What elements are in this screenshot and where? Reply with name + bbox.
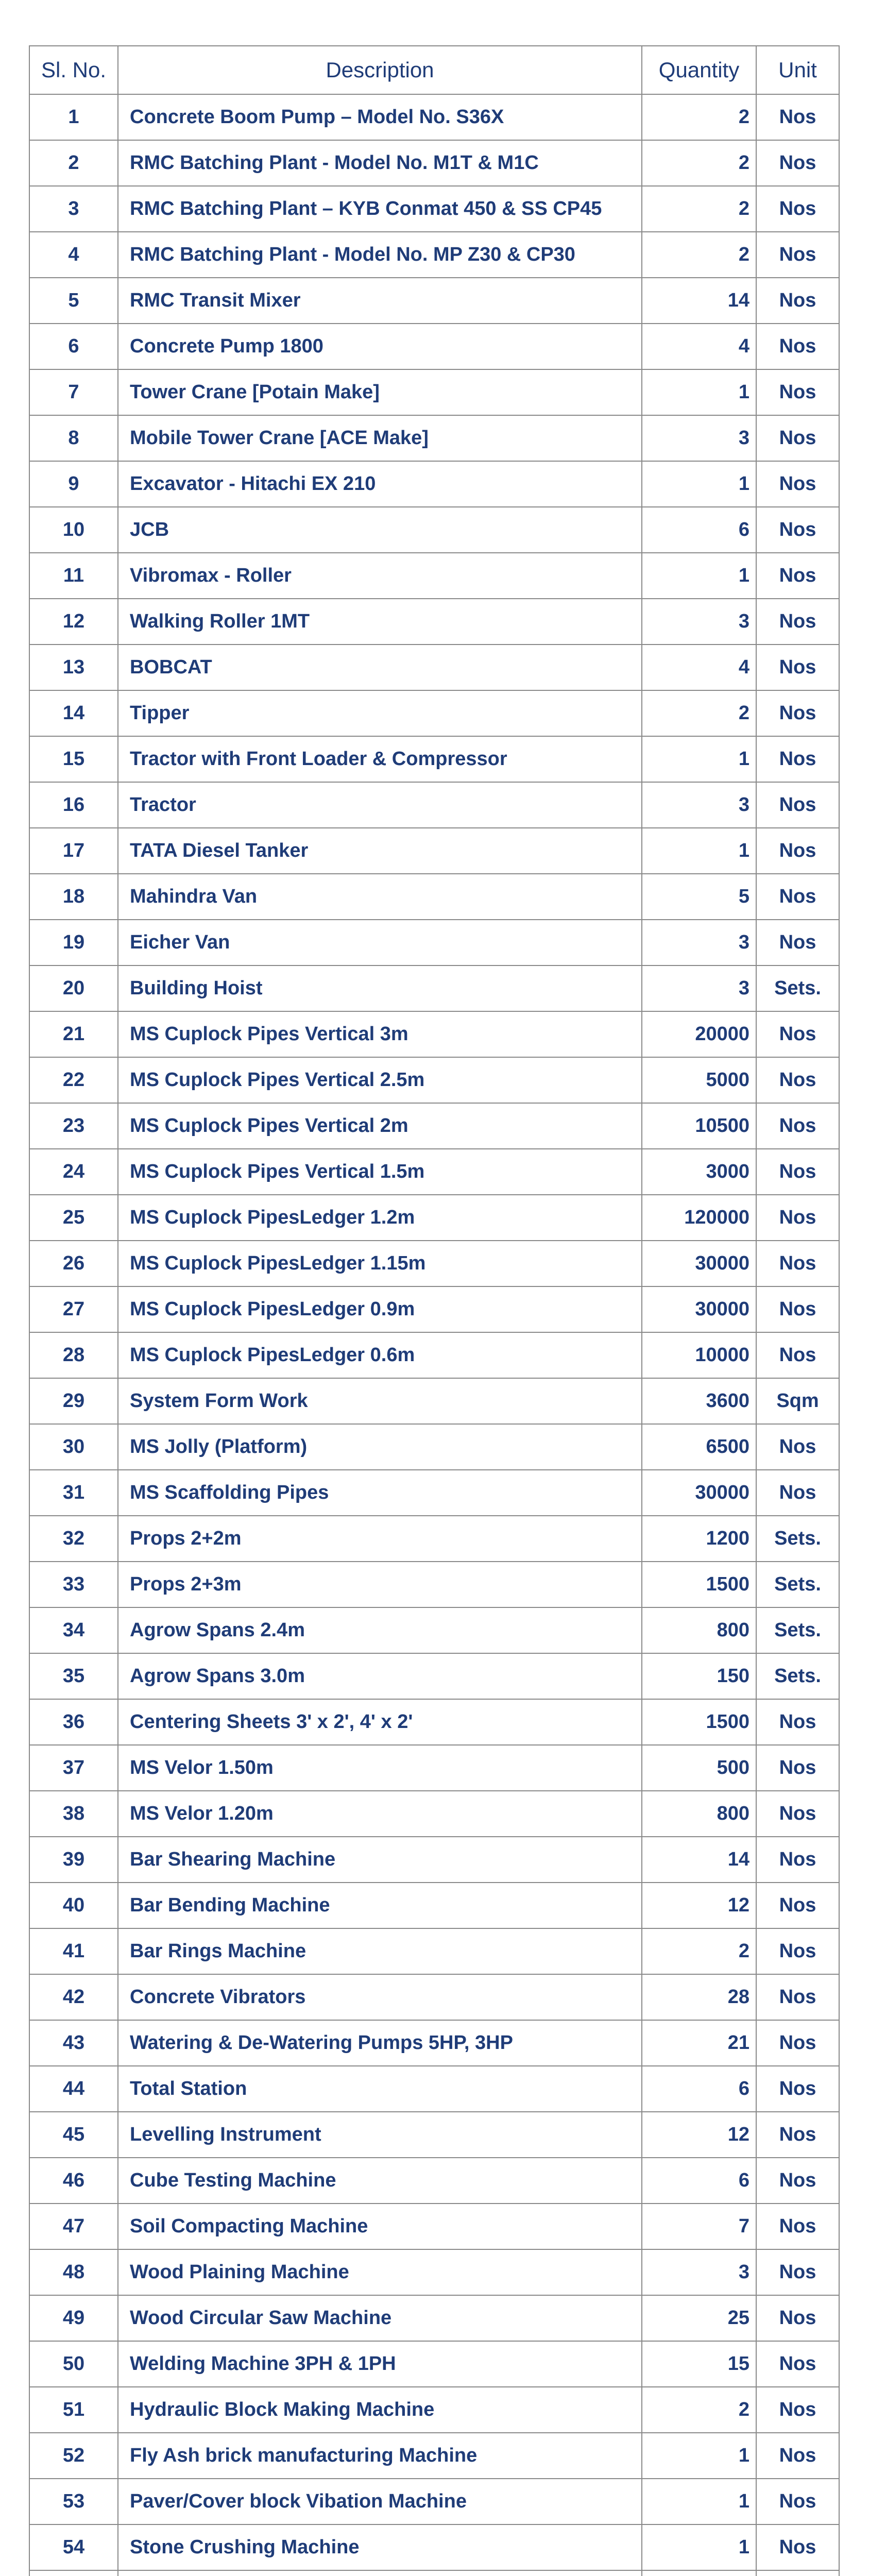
cell-description: Tractor <box>118 782 642 828</box>
cell-sl-no: 30 <box>29 1424 118 1470</box>
cell-unit: Sets. <box>756 1562 839 1607</box>
cell-unit: Nos <box>756 2020 839 2066</box>
cell-quantity: 30000 <box>642 1241 756 1286</box>
table-row <box>29 1195 839 1241</box>
table-row <box>29 278 839 324</box>
table-row <box>29 1378 839 1424</box>
cell-sl-no: 2 <box>29 140 118 186</box>
cell-description: Paver/Cover block Vibation Machine <box>118 2479 642 2524</box>
cell-unit: Nos <box>756 645 839 690</box>
cell-description: RMC Batching Plant - Model No. MP Z30 & CP30 <box>118 232 642 278</box>
table-row <box>29 2341 839 2387</box>
cell-quantity: 6 <box>642 2158 756 2204</box>
cell-description: Building Hoist <box>118 965 642 1011</box>
cell-quantity: 3 <box>642 2249 756 2295</box>
cell-description: Agrow Spans 3.0m <box>118 1653 642 1699</box>
cell-description: Concrete Boom Pump – Model No. S36X <box>118 94 642 140</box>
table-row <box>29 1974 839 2020</box>
cell-sl-no: 36 <box>29 1699 118 1745</box>
cell-sl-no: 48 <box>29 2249 118 2295</box>
cell-description <box>118 2570 642 2576</box>
header-sl-no: Sl. No. <box>29 46 118 94</box>
cell-unit: Nos <box>756 94 839 140</box>
cell-sl-no: 45 <box>29 2112 118 2158</box>
cell-quantity: 5000 <box>642 1057 756 1103</box>
cell-description: MS Cuplock Pipes Vertical 2m <box>118 1103 642 1149</box>
cell-unit: Nos <box>756 2112 839 2158</box>
cell-quantity: 14 <box>642 1837 756 1883</box>
cell-description: Hydraulic Block Making Machine <box>118 2387 642 2433</box>
cell-description: MS Cuplock Pipes Vertical 3m <box>118 1011 642 1057</box>
cell-quantity: 30000 <box>642 1470 756 1516</box>
cell-unit: Sets. <box>756 1607 839 1653</box>
cell-sl-no: 25 <box>29 1195 118 1241</box>
cell-unit: Sqm <box>756 1378 839 1424</box>
cell-quantity: 1 <box>642 2524 756 2570</box>
table-row <box>29 232 839 278</box>
cell-sl-no: 37 <box>29 1745 118 1791</box>
cell-sl-no: 35 <box>29 1653 118 1699</box>
cell-quantity: 10500 <box>642 1103 756 1149</box>
cell-quantity: 2 <box>642 2387 756 2433</box>
cell-sl-no: 3 <box>29 186 118 232</box>
cell-sl-no: 38 <box>29 1791 118 1837</box>
table-row <box>29 736 839 782</box>
cell-description: JCB <box>118 507 642 553</box>
cell-quantity: 1 <box>642 553 756 599</box>
cell-quantity: 15 <box>642 2341 756 2387</box>
cell-quantity: 2 <box>642 1928 756 1974</box>
table-row <box>29 1653 839 1699</box>
cell-sl-no: 53 <box>29 2479 118 2524</box>
cell-unit: Nos <box>756 507 839 553</box>
table-row <box>29 874 839 920</box>
cell-description: Soil Compacting Machine <box>118 2204 642 2249</box>
cell-unit: Nos <box>756 1424 839 1470</box>
cell-sl-no: 18 <box>29 874 118 920</box>
cell-unit: Sets. <box>756 965 839 1011</box>
cell-description: Watering & De-Watering Pumps 5HP, 3HP <box>118 2020 642 2066</box>
cell-quantity: 5 <box>642 874 756 920</box>
cell-unit: Nos <box>756 278 839 324</box>
cell-description: Centering Sheets 3' x 2', 4' x 2' <box>118 1699 642 1745</box>
cell-unit: Nos <box>756 1470 839 1516</box>
table-row <box>29 1607 839 1653</box>
table-row <box>29 828 839 874</box>
cell-sl-no: 11 <box>29 553 118 599</box>
cell-sl-no: 10 <box>29 507 118 553</box>
table-header-row <box>29 46 839 94</box>
header-description: Description <box>118 46 642 94</box>
cell-description: Concrete Pump 1800 <box>118 324 642 369</box>
cell-sl-no: 50 <box>29 2341 118 2387</box>
cell-sl-no: 29 <box>29 1378 118 1424</box>
cell-quantity: 20000 <box>642 1011 756 1057</box>
cell-description: Wood Plaining Machine <box>118 2249 642 2295</box>
cell-sl-no: 17 <box>29 828 118 874</box>
table-row <box>29 1837 839 1883</box>
cell-sl-no: 1 <box>29 94 118 140</box>
table-row <box>29 1791 839 1837</box>
table-row <box>29 461 839 507</box>
cell-sl-no: 31 <box>29 1470 118 1516</box>
cell-unit: Nos <box>756 186 839 232</box>
cell-description: RMC Batching Plant - Model No. M1T & M1C <box>118 140 642 186</box>
cell-description: Tractor with Front Loader & Compressor <box>118 736 642 782</box>
cell-quantity: 14 <box>642 278 756 324</box>
cell-quantity: 800 <box>642 1791 756 1837</box>
cell-quantity: 4 <box>642 645 756 690</box>
header-quantity: Quantity <box>642 46 756 94</box>
cell-sl-no: 41 <box>29 1928 118 1974</box>
cell-quantity: 3 <box>642 782 756 828</box>
cell-description: Total Station <box>118 2066 642 2112</box>
cell-sl-no: 26 <box>29 1241 118 1286</box>
cell-description: Vibromax - Roller <box>118 553 642 599</box>
cell-description: TATA Diesel Tanker <box>118 828 642 874</box>
table-row <box>29 2295 839 2341</box>
cell-unit <box>756 2570 839 2576</box>
cell-description: Tipper <box>118 690 642 736</box>
cell-description: Cube Testing Machine <box>118 2158 642 2204</box>
table-row <box>29 140 839 186</box>
cell-quantity: 1 <box>642 369 756 415</box>
table-row <box>29 1011 839 1057</box>
cell-description: Props 2+2m <box>118 1516 642 1562</box>
cell-description: Walking Roller 1MT <box>118 599 642 645</box>
cell-description: MS Cuplock PipesLedger 1.15m <box>118 1241 642 1286</box>
cell-description: MS Cuplock PipesLedger 0.6m <box>118 1332 642 1378</box>
cell-quantity: 6 <box>642 2066 756 2112</box>
cell-description: RMC Batching Plant – KYB Conmat 450 & SS CP45 <box>118 186 642 232</box>
cell-sl-no: 12 <box>29 599 118 645</box>
cell-sl-no: 33 <box>29 1562 118 1607</box>
cell-description: Agrow Spans 2.4m <box>118 1607 642 1653</box>
cell-quantity: 4 <box>642 324 756 369</box>
cell-quantity: 2 <box>642 186 756 232</box>
cell-quantity: 1500 <box>642 1562 756 1607</box>
cell-unit: Nos <box>756 2295 839 2341</box>
cell-description: Excavator - Hitachi EX 210 <box>118 461 642 507</box>
cell-description: Eicher Van <box>118 920 642 965</box>
cell-unit: Nos <box>756 1103 839 1149</box>
cell-unit: Nos <box>756 1241 839 1286</box>
cell-quantity: 2 <box>642 690 756 736</box>
cell-sl-no: 5 <box>29 278 118 324</box>
cell-sl-no: 4 <box>29 232 118 278</box>
cell-quantity: 7 <box>642 2204 756 2249</box>
cell-description: System Form Work <box>118 1378 642 1424</box>
cell-quantity: 30000 <box>642 1286 756 1332</box>
table-row <box>29 507 839 553</box>
cell-unit: Nos <box>756 1928 839 1974</box>
cell-description: RMC Transit Mixer <box>118 278 642 324</box>
cell-sl-no: 16 <box>29 782 118 828</box>
cell-unit: Nos <box>756 2341 839 2387</box>
table-row <box>29 2066 839 2112</box>
cell-description: BOBCAT <box>118 645 642 690</box>
cell-quantity: 1 <box>642 736 756 782</box>
cell-quantity <box>642 2570 756 2576</box>
cell-sl-no: 23 <box>29 1103 118 1149</box>
table-row <box>29 920 839 965</box>
cell-description: Fly Ash brick manufacturing Machine <box>118 2433 642 2479</box>
cell-sl-no: 32 <box>29 1516 118 1562</box>
cell-quantity: 12 <box>642 2112 756 2158</box>
table-row <box>29 2158 839 2204</box>
cell-description: MS Cuplock Pipes Vertical 2.5m <box>118 1057 642 1103</box>
table-body <box>29 94 839 2576</box>
cell-quantity: 800 <box>642 1607 756 1653</box>
cell-sl-no: 44 <box>29 2066 118 2112</box>
table-row <box>29 2020 839 2066</box>
table-row <box>29 2204 839 2249</box>
cell-quantity: 2 <box>642 94 756 140</box>
cell-description: Bar Rings Machine <box>118 1928 642 1974</box>
cell-sl-no: 20 <box>29 965 118 1011</box>
cell-unit: Nos <box>756 140 839 186</box>
cell-unit: Nos <box>756 1195 839 1241</box>
cell-quantity: 28 <box>642 1974 756 2020</box>
cell-unit: Nos <box>756 2066 839 2112</box>
cell-description: Bar Bending Machine <box>118 1883 642 1928</box>
table-row <box>29 2570 839 2576</box>
cell-unit: Nos <box>756 2249 839 2295</box>
table-row <box>29 1745 839 1791</box>
cell-description: Concrete Vibrators <box>118 1974 642 2020</box>
cell-unit: Nos <box>756 828 839 874</box>
table-row <box>29 1149 839 1195</box>
cell-unit: Nos <box>756 920 839 965</box>
cell-description: Bar Shearing Machine <box>118 1837 642 1883</box>
table-row <box>29 1562 839 1607</box>
cell-unit: Nos <box>756 690 839 736</box>
table-row <box>29 782 839 828</box>
cell-sl-no: 47 <box>29 2204 118 2249</box>
cell-quantity: 6500 <box>642 1424 756 1470</box>
table-row <box>29 2387 839 2433</box>
table-row <box>29 1928 839 1974</box>
cell-sl-no: 15 <box>29 736 118 782</box>
cell-quantity: 1 <box>642 2433 756 2479</box>
equipment-table <box>29 45 840 2576</box>
table-row <box>29 2112 839 2158</box>
cell-sl-no: 51 <box>29 2387 118 2433</box>
cell-sl-no: 40 <box>29 1883 118 1928</box>
cell-sl-no: 42 <box>29 1974 118 2020</box>
cell-quantity: 150 <box>642 1653 756 1699</box>
cell-unit: Nos <box>756 2204 839 2249</box>
cell-quantity: 120000 <box>642 1195 756 1241</box>
cell-unit: Nos <box>756 2433 839 2479</box>
cell-description: MS Cuplock PipesLedger 0.9m <box>118 1286 642 1332</box>
cell-quantity: 3 <box>642 965 756 1011</box>
table-row <box>29 1057 839 1103</box>
table-row <box>29 2524 839 2570</box>
cell-quantity: 1 <box>642 461 756 507</box>
cell-description: MS Jolly (Platform) <box>118 1424 642 1470</box>
cell-unit: Sets. <box>756 1653 839 1699</box>
cell-unit: Nos <box>756 2479 839 2524</box>
table-row <box>29 1516 839 1562</box>
table-row <box>29 2479 839 2524</box>
table-row <box>29 369 839 415</box>
cell-unit: Nos <box>756 1745 839 1791</box>
cell-sl-no: 34 <box>29 1607 118 1653</box>
cell-unit: Nos <box>756 1149 839 1195</box>
table-row <box>29 1699 839 1745</box>
cell-sl-no: 22 <box>29 1057 118 1103</box>
cell-quantity: 3600 <box>642 1378 756 1424</box>
cell-sl-no: 6 <box>29 324 118 369</box>
cell-quantity: 1 <box>642 2479 756 2524</box>
cell-sl-no: 49 <box>29 2295 118 2341</box>
cell-sl-no: 14 <box>29 690 118 736</box>
cell-quantity: 500 <box>642 1745 756 1791</box>
cell-quantity: 3000 <box>642 1149 756 1195</box>
cell-sl-no: 27 <box>29 1286 118 1332</box>
cell-unit: Sets. <box>756 1516 839 1562</box>
cell-unit: Nos <box>756 2524 839 2570</box>
cell-description: Levelling Instrument <box>118 2112 642 2158</box>
table-row <box>29 186 839 232</box>
cell-description: MS Cuplock Pipes Vertical 1.5m <box>118 1149 642 1195</box>
cell-description: Welding Machine 3PH & 1PH <box>118 2341 642 2387</box>
cell-unit: Nos <box>756 553 839 599</box>
cell-description: Mahindra Van <box>118 874 642 920</box>
table-row <box>29 1241 839 1286</box>
table-row <box>29 690 839 736</box>
cell-description: MS Velor 1.50m <box>118 1745 642 1791</box>
cell-quantity: 12 <box>642 1883 756 1928</box>
cell-quantity: 3 <box>642 599 756 645</box>
cell-quantity: 21 <box>642 2020 756 2066</box>
cell-unit: Nos <box>756 782 839 828</box>
cell-description: Mobile Tower Crane [ACE Make] <box>118 415 642 461</box>
table-row <box>29 2249 839 2295</box>
cell-unit: Nos <box>756 2158 839 2204</box>
table-row <box>29 2433 839 2479</box>
cell-unit: Nos <box>756 415 839 461</box>
table-row <box>29 324 839 369</box>
table-row <box>29 94 839 140</box>
cell-unit: Nos <box>756 1011 839 1057</box>
cell-sl-no: 21 <box>29 1011 118 1057</box>
cell-unit: Nos <box>756 874 839 920</box>
table-row <box>29 599 839 645</box>
cell-unit: Nos <box>756 1837 839 1883</box>
table-row <box>29 553 839 599</box>
cell-sl-no: 9 <box>29 461 118 507</box>
cell-unit: Nos <box>756 369 839 415</box>
table-row <box>29 1103 839 1149</box>
cell-unit: Nos <box>756 1791 839 1837</box>
cell-description: Stone Crushing Machine <box>118 2524 642 2570</box>
cell-sl-no: 39 <box>29 1837 118 1883</box>
cell-quantity: 3 <box>642 415 756 461</box>
cell-unit: Nos <box>756 599 839 645</box>
cell-quantity: 3 <box>642 920 756 965</box>
cell-sl-no: 46 <box>29 2158 118 2204</box>
cell-description: MS Scaffolding Pipes <box>118 1470 642 1516</box>
cell-quantity: 2 <box>642 140 756 186</box>
cell-unit: Nos <box>756 2387 839 2433</box>
cell-sl-no <box>29 2570 118 2576</box>
cell-sl-no: 13 <box>29 645 118 690</box>
cell-unit: Nos <box>756 324 839 369</box>
cell-unit: Nos <box>756 1699 839 1745</box>
cell-sl-no: 43 <box>29 2020 118 2066</box>
cell-unit: Nos <box>756 1974 839 2020</box>
cell-sl-no: 52 <box>29 2433 118 2479</box>
cell-quantity: 25 <box>642 2295 756 2341</box>
cell-unit: Nos <box>756 1057 839 1103</box>
table-row <box>29 645 839 690</box>
cell-description: Props 2+3m <box>118 1562 642 1607</box>
table-row <box>29 965 839 1011</box>
cell-unit: Nos <box>756 1286 839 1332</box>
cell-unit: Nos <box>756 736 839 782</box>
cell-quantity: 2 <box>642 232 756 278</box>
cell-sl-no: 7 <box>29 369 118 415</box>
cell-quantity: 6 <box>642 507 756 553</box>
cell-quantity: 1 <box>642 828 756 874</box>
table-row <box>29 1883 839 1928</box>
cell-quantity: 1200 <box>642 1516 756 1562</box>
cell-unit: Nos <box>756 232 839 278</box>
table-row <box>29 1470 839 1516</box>
cell-unit: Nos <box>756 1883 839 1928</box>
cell-sl-no: 19 <box>29 920 118 965</box>
table-row <box>29 1424 839 1470</box>
cell-unit: Nos <box>756 1332 839 1378</box>
cell-quantity: 1500 <box>642 1699 756 1745</box>
table-row <box>29 415 839 461</box>
cell-description: Tower Crane [Potain Make] <box>118 369 642 415</box>
equipment-list-document <box>29 45 839 2576</box>
cell-sl-no: 28 <box>29 1332 118 1378</box>
cell-description: MS Velor 1.20m <box>118 1791 642 1837</box>
cell-unit: Nos <box>756 461 839 507</box>
cell-description: MS Cuplock PipesLedger 1.2m <box>118 1195 642 1241</box>
table-row <box>29 1286 839 1332</box>
cell-sl-no: 24 <box>29 1149 118 1195</box>
cell-sl-no: 8 <box>29 415 118 461</box>
cell-quantity: 10000 <box>642 1332 756 1378</box>
cell-description: Wood Circular Saw Machine <box>118 2295 642 2341</box>
table-row <box>29 1332 839 1378</box>
cell-sl-no: 54 <box>29 2524 118 2570</box>
header-unit: Unit <box>756 46 839 94</box>
